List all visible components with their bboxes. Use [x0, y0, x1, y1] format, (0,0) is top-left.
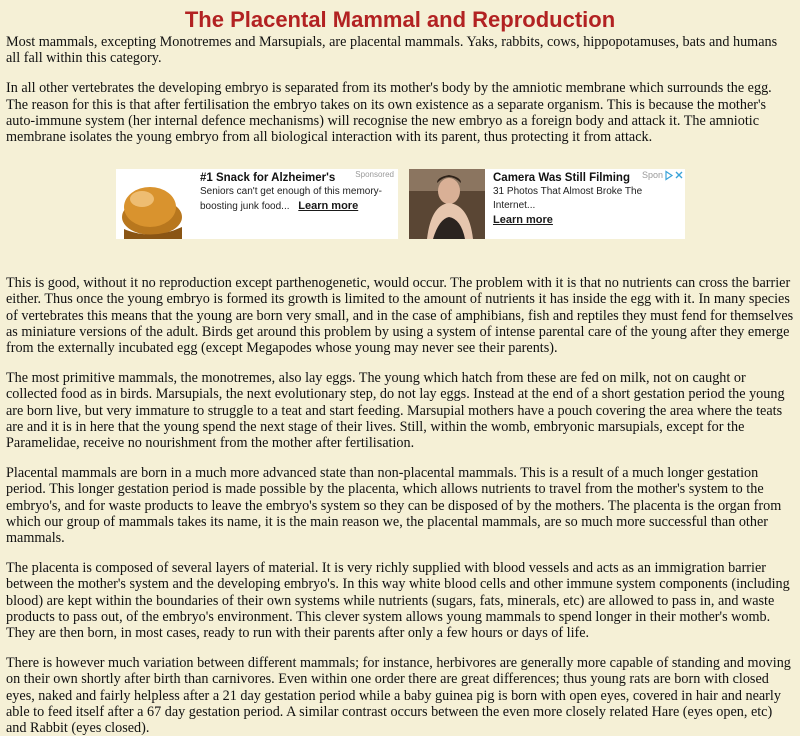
- ad-1-description[interactable]: Seniors can't get enough of this memory-boosting junk food...: [200, 186, 383, 213]
- ad-2-sponsored-label: Spon: [641, 170, 663, 181]
- ad-choices[interactable]: [642, 170, 683, 180]
- ad-1-title[interactable]: #1 Snack for Alzheimer's: [200, 172, 336, 185]
- paragraph-2: In all other vertebrates the developing embryo is separated from its mother's body by the amniotic membrane which surrounds the egg. The reason for this is that after fertilisation the embryo takes on its own existence as a separate organism. This is because the mother's auto-immune system (her internal defence mechanisms) will recognise the new embryo as a foreign body and attack it. The amniotic membrane isolates the young embryo from all biological interaction with its parent, thus protecting it from attack.: [6, 80, 772, 146]
- ad-image-photo[interactable]: [409, 169, 485, 239]
- adchoices-icon[interactable]: [665, 171, 673, 180]
- ad-2-learn-more-link[interactable]: Learn more: [493, 214, 553, 227]
- paragraph-4: The most primitive mammals, the monotremes, also lay eggs. The young which hatch from these are fed on milk, not on caught or collected food as in birds. Marsupials, the next evolutionary step, do not lay eggs. Instead at the end of a short gestation period the young are born live, but very immature to struggle to a teat and start feeding. Marsupial mothers have a pouch covering the area where the teats are and it is in here that the young spend the next stage of their lives. Still, within the womb, embryonic marsupials, except for the Paramelidae, receive no nourishment from the mother after fertilisation.: [6, 370, 785, 452]
- ad-alzheimers-snack[interactable]: [116, 169, 398, 239]
- sponsored-ads: [6, 169, 794, 257]
- paragraph-7: There is however much variation between different mammals; for instance, herbivores are generally more capable of standing and moving on their own shortly after birth than carnivores. Even within one order there are great differences; thus young rats are born with closed eyes, naked and fairly helpless after a 21 day gestation period while a baby guinea pig is born with open eyes, covered in hair and nearly able to feed itself after a 67 day gestation period. A similar contrast occurs between the even more closely related Hare (eyes open, etc) and Rabbit (eyes closed).: [6, 655, 791, 736]
- paragraph-5: Placental mammals are born in a much more advanced state than non-placental mammals. This is a result of a much longer gestation period. This longer gestation period is made possible by the placenta, which allows nutrients to travel from the mother's system to the embryo's, and for waste products to leave the embryo's system so they can be disposed of by the mothers. The placenta is the organ from which our group of mammals takes its name, it is the main reason we, the placental mammals, are so much more successful than other mammals.: [6, 465, 782, 547]
- paragraph-1: Most mammals, excepting Monotremes and Marsupials, are placental mammals. Yaks, rabbits, cows, hippopotamuses, bats and humans all fall within this category.: [6, 34, 778, 67]
- ad-2-title[interactable]: Camera Was Still Filming: [493, 172, 630, 185]
- page-title: The Placental Mammal and Reproduction: [184, 7, 616, 32]
- ad-image-snack[interactable]: [116, 169, 192, 239]
- ad-2-description[interactable]: 31 Photos That Almost Broke The Internet...: [493, 186, 643, 212]
- ad-1-learn-more-link[interactable]: Learn more: [298, 200, 359, 213]
- close-icon[interactable]: [675, 171, 683, 179]
- paragraph-6: The placenta is composed of several layers of material. It is very richly supplied with blood vessels and acts as an immigration barrier between the mother's system and the developing embryo's. In this way white blood cells and other immune system components (including blood) are kept within the boundaries of their own systems while nutrients (sugars, fats, minerals, etc) are allowed to pass in, and waste products to pass out, of the embryo's environment. This clever system allows young mammals to spend longer in their mother's womb. They are then born, in most cases, ready to run with their parents after only a few hours or days of life.: [6, 560, 790, 642]
- ad-camera-filming[interactable]: [409, 169, 685, 239]
- paragraph-3: This is good, without it no reproduction except parthenogenetic, would occur. The problem with it is that no nutrients can cross the barrier either. Thus once the young embryo is formed its growth is limited to the amount of nutrients it has inside the egg with it. In many species of vertebrates this means that the young are born very small, and in the case of amphibians, fish and reptiles they must fend for themselves as miniature versions of the adult. Birds get around this problem by using a system of intense parental care of the young after they emerge from the externally incubated egg (except Megapodes whose young may never see their parents).: [6, 275, 794, 357]
- ad-1-sponsored-label: Sponsored: [355, 170, 394, 180]
